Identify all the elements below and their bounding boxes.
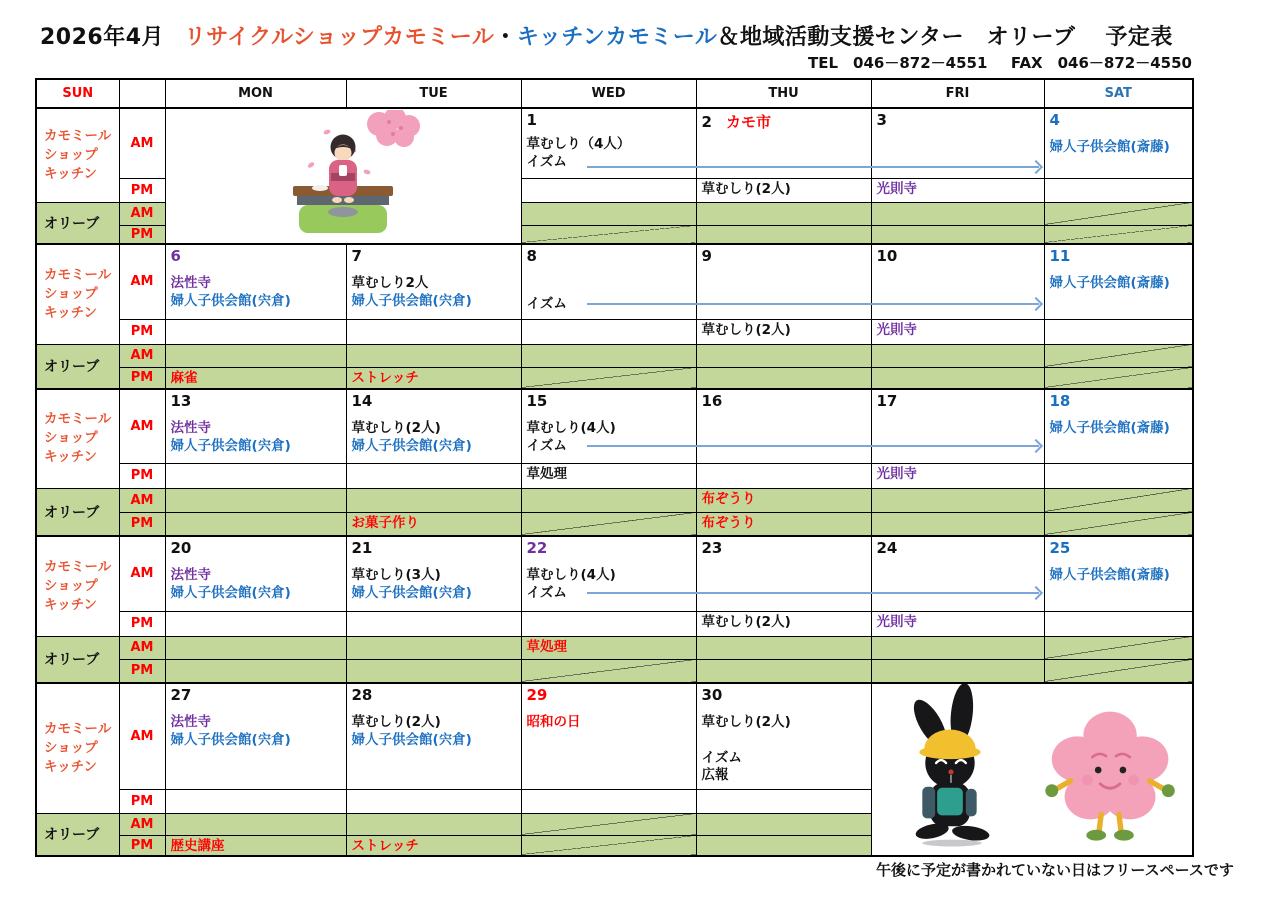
date-apr27: 27	[170, 686, 192, 704]
cell-apr15-pm: 草処理	[521, 463, 696, 488]
am-label: AM	[119, 344, 165, 367]
date-apr10: 10	[876, 247, 898, 265]
week2-olive-pm-row	[36, 367, 1193, 389]
cell-apr24-am	[871, 536, 1044, 611]
title-recycle-shop: リサイクルショップカモミール	[184, 25, 495, 50]
cell-apr25-am: 25 婦人子供会館(斎藤)	[1044, 536, 1193, 611]
cell-apr18-olive-pm-closed	[1044, 512, 1193, 536]
date-apr3: 3	[876, 111, 887, 129]
cell-apr27-pm	[165, 789, 346, 813]
title-org: ＆地域活動支援センター オリーブ	[717, 25, 1076, 50]
date-apr16: 16	[701, 392, 723, 410]
page-title: 2026年4月 リサイクルショップカモミール・キッチンカモミール＆地域活動支援センター オリーブ 予定表	[40, 25, 1173, 50]
date-apr24: 24	[876, 539, 898, 557]
date-apr25: 25	[1049, 539, 1071, 557]
week2-am-row	[36, 244, 1193, 319]
date-apr13: 13	[170, 392, 192, 410]
cherry-blossom-mascot	[1045, 712, 1174, 841]
pm-label: PM	[119, 611, 165, 636]
date-apr9: 9	[701, 247, 712, 265]
section-label-chamomile: カモミール ショップ キッチン	[36, 536, 119, 636]
date-apr8: 8	[526, 247, 537, 265]
am-label: AM	[119, 202, 165, 225]
cell-apr8-olive-am	[521, 344, 696, 367]
header-ampm-col	[119, 79, 165, 108]
section-label-chamomile: カモミール ショップ キッチン	[36, 389, 119, 488]
cell-apr30-olive-pm	[696, 835, 871, 856]
cell-apr3-olive-am	[871, 202, 1044, 225]
section-label-olive: オリーブ	[36, 813, 119, 856]
schedule-table-container	[35, 78, 1192, 855]
cell-apr24-olive-pm	[871, 659, 1044, 683]
cell-apr22-olive-pm-closed	[521, 659, 696, 683]
cell-apr17-pm: 光則寺	[871, 463, 1044, 488]
cell-apr6-am: 6 法性寺 婦人子供会館(宍倉)	[165, 244, 346, 319]
am-label: AM	[119, 389, 165, 463]
bench-base	[297, 196, 389, 205]
contact-line	[808, 52, 1192, 73]
cell-apr1-olive-pm-closed	[521, 225, 696, 244]
cell-apr30-pm	[696, 789, 871, 813]
cell-apr11-olive-pm-closed	[1044, 367, 1193, 389]
cell-apr29-pm	[521, 789, 696, 813]
cell-apr4-am: 4 婦人子供会館(斎藤)	[1044, 108, 1193, 178]
cell-apr13-olive-pm	[165, 512, 346, 536]
cell-apr27-am: 27 法性寺 婦人子供会館(宍倉)	[165, 683, 346, 789]
week4-olive-am-row	[36, 636, 1193, 659]
am-label: AM	[119, 813, 165, 835]
cell-apr28-am: 28 草むしり(2人) 婦人子供会館(宍倉)	[346, 683, 521, 789]
date-apr4: 4	[1049, 111, 1060, 129]
izumu-continuation-arrow-week4	[587, 592, 1039, 594]
cell-apr30-olive-am	[696, 813, 871, 835]
pm-label: PM	[119, 367, 165, 389]
cherry-blossom-cluster	[367, 110, 420, 147]
cell-apr2-olive-am	[696, 202, 871, 225]
cell-apr11-olive-am-closed	[1044, 344, 1193, 367]
cell-apr23-pm: 草むしり(2人)	[696, 611, 871, 636]
header-sat: SAT	[1044, 79, 1193, 108]
cell-apr17-am	[871, 389, 1044, 463]
cell-apr16-am	[696, 389, 871, 463]
title-month: 2026年4月	[40, 25, 165, 50]
header-sun: SUN	[36, 79, 119, 108]
cell-apr28-pm	[346, 789, 521, 813]
rabbit-and-blossom-mascots-illustration	[873, 684, 1191, 851]
cell-apr10-pm: 光則寺	[871, 319, 1044, 344]
cell-apr1-olive-am	[521, 202, 696, 225]
cell-apr29-am	[521, 683, 696, 789]
cell-apr15-olive-pm-closed	[521, 512, 696, 536]
mascot-illustration-cell	[871, 683, 1193, 856]
cell-apr14-olive-pm: お菓子作り	[346, 512, 521, 536]
cell-apr25-olive-pm-closed	[1044, 659, 1193, 683]
week3-olive-pm-row	[36, 512, 1193, 536]
date-apr15: 15	[526, 392, 548, 410]
cell-apr6-pm	[165, 319, 346, 344]
cell-apr21-olive-am	[346, 636, 521, 659]
am-label: AM	[119, 683, 165, 789]
cell-apr20-olive-pm	[165, 659, 346, 683]
cell-apr14-olive-am	[346, 488, 521, 512]
izumu-continuation-arrow-week3	[587, 445, 1039, 447]
cell-apr4-olive-am-closed	[1044, 202, 1193, 225]
date-apr20: 20	[170, 539, 192, 557]
date-apr2: 2	[701, 113, 712, 131]
cell-apr20-olive-am	[165, 636, 346, 659]
cell-apr23-olive-am	[696, 636, 871, 659]
cell-apr27-olive-pm: 歴史講座	[165, 835, 346, 856]
cell-apr10-am	[871, 244, 1044, 319]
cell-apr13-am: 13 法性寺 婦人子供会館(宍倉)	[165, 389, 346, 463]
week3-pm-row	[36, 463, 1193, 488]
header-fri: FRI	[871, 79, 1044, 108]
cell-apr3-pm: 光則寺	[871, 178, 1044, 202]
am-label: AM	[119, 636, 165, 659]
pm-label: PM	[119, 225, 165, 244]
kimono-woman-illustration	[263, 110, 423, 238]
cell-apr20-am: 20 法性寺 婦人子供会館(宍倉)	[165, 536, 346, 611]
section-label-chamomile: カモミール ショップ キッチン	[36, 244, 119, 344]
cell-apr25-pm	[1044, 611, 1193, 636]
cell-apr1-pm	[521, 178, 696, 202]
cell-apr7-olive-am	[346, 344, 521, 367]
black-rabbit-mascot	[907, 684, 990, 847]
cell-apr8-am: 8 イズム	[521, 244, 696, 319]
cell-apr22-pm	[521, 611, 696, 636]
pm-label: PM	[119, 319, 165, 344]
cell-apr4-pm	[1044, 178, 1193, 202]
date-apr30: 30	[701, 686, 723, 704]
cell-apr13-pm	[165, 463, 346, 488]
cell-apr7-pm	[346, 319, 521, 344]
date-apr7: 7	[351, 247, 362, 265]
free-space-note: 午後に予定が書かれていない日はフリースペースです	[876, 861, 1234, 879]
cell-apr23-olive-pm	[696, 659, 871, 683]
cell-apr15-am: 15 草むしり(4人) イズム	[521, 389, 696, 463]
date-apr23: 23	[701, 539, 723, 557]
weekday-header-row	[36, 79, 1193, 108]
cell-apr25-olive-am-closed	[1044, 636, 1193, 659]
pm-label: PM	[119, 789, 165, 813]
cell-apr27-olive-am	[165, 813, 346, 835]
cell-apr14-pm	[346, 463, 521, 488]
cell-apr14-am: 14 草むしり(2人) 婦人子供会館(宍倉)	[346, 389, 521, 463]
date-apr6: 6	[170, 247, 181, 265]
cell-apr11-am: 11 婦人子供会館(斎藤)	[1044, 244, 1193, 319]
cell-apr23-am	[696, 536, 871, 611]
pm-label: PM	[119, 463, 165, 488]
pm-label: PM	[119, 659, 165, 683]
cell-apr20-pm	[165, 611, 346, 636]
cell-apr18-olive-am-closed	[1044, 488, 1193, 512]
cell-apr4-olive-pm-closed	[1044, 225, 1193, 244]
stepping-stone	[328, 207, 358, 217]
am-label: AM	[119, 244, 165, 319]
cell-apr17-olive-am	[871, 488, 1044, 512]
plate	[312, 185, 328, 191]
cell-apr9-am	[696, 244, 871, 319]
cell-apr18-pm	[1044, 463, 1193, 488]
section-label-chamomile: カモミール ショップ キッチン	[36, 108, 119, 202]
header-wed: WED	[521, 79, 696, 108]
cell-apr16-olive-pm: 布ぞうり	[696, 512, 871, 536]
cell-apr9-pm: 草むしり(2人)	[696, 319, 871, 344]
cell-apr21-am: 21 草むしり(3人) 婦人子供会館(宍倉)	[346, 536, 521, 611]
section-label-olive: オリーブ	[36, 636, 119, 683]
header-thu: THU	[696, 79, 871, 108]
tel-number: TEL 046－872－4551	[808, 54, 988, 72]
am-label: AM	[119, 108, 165, 178]
date-apr11: 11	[1049, 247, 1071, 265]
cell-apr22-am: 22 草むしり(4人) イズム	[521, 536, 696, 611]
cell-apr21-olive-pm	[346, 659, 521, 683]
cell-apr3-olive-pm	[871, 225, 1044, 244]
schedule-table	[35, 78, 1194, 857]
cell-apr17-olive-pm	[871, 512, 1044, 536]
week3-am-row	[36, 389, 1193, 463]
cell-apr11-pm	[1044, 319, 1193, 344]
cell-apr15-olive-am	[521, 488, 696, 512]
am-label: AM	[119, 488, 165, 512]
cell-apr16-pm	[696, 463, 871, 488]
date-apr18: 18	[1049, 392, 1071, 410]
cell-apr2-olive-pm	[696, 225, 871, 244]
cell-apr10-olive-pm	[871, 367, 1044, 389]
kimono-illustration-cell	[165, 108, 521, 244]
cell-apr1-am: 1 草むしり（4人） イズム	[521, 108, 696, 178]
week3-olive-am-row	[36, 488, 1193, 512]
week4-pm-row	[36, 611, 1193, 636]
cell-apr6-olive-am	[165, 344, 346, 367]
showa-day-holiday: 昭和の日	[526, 713, 581, 730]
week4-am-row	[36, 536, 1193, 611]
cell-apr24-olive-am	[871, 636, 1044, 659]
date-apr17: 17	[876, 392, 898, 410]
cell-apr24-pm: 光則寺	[871, 611, 1044, 636]
cell-apr18-am: 18 婦人子供会館(斎藤)	[1044, 389, 1193, 463]
cell-apr29-olive-am-closed	[521, 813, 696, 835]
cell-apr7-am: 7 草むしり2人 婦人子供会館(宍倉)	[346, 244, 521, 319]
header-mon: MON	[165, 79, 346, 108]
week2-pm-row	[36, 319, 1193, 344]
section-label-olive: オリーブ	[36, 344, 119, 389]
cell-apr8-olive-pm-closed	[521, 367, 696, 389]
cell-apr8-pm	[521, 319, 696, 344]
cell-apr6-olive-pm: 麻雀	[165, 367, 346, 389]
date-apr29: 29	[526, 686, 548, 704]
cell-apr9-olive-pm	[696, 367, 871, 389]
week2-olive-am-row	[36, 344, 1193, 367]
cell-apr13-olive-am	[165, 488, 346, 512]
date-apr21: 21	[351, 539, 373, 557]
week5-am-row	[36, 683, 1193, 789]
cell-apr2-pm: 草むしり(2人)	[696, 178, 871, 202]
cell-apr21-pm	[346, 611, 521, 636]
section-label-olive: オリーブ	[36, 202, 119, 244]
date-apr22: 22	[526, 539, 548, 557]
date-apr14: 14	[351, 392, 373, 410]
cell-apr16-olive-am: 布ぞうり	[696, 488, 871, 512]
kimono-woman	[329, 135, 357, 204]
am-label: AM	[119, 536, 165, 611]
pm-label: PM	[119, 512, 165, 536]
cell-apr9-olive-am	[696, 344, 871, 367]
cell-apr29-olive-pm-closed	[521, 835, 696, 856]
section-label-chamomile: カモミール ショップ キッチン	[36, 683, 119, 813]
week4-olive-pm-row	[36, 659, 1193, 683]
pm-label: PM	[119, 835, 165, 856]
cell-apr30-am: 30 草むしり(2人) イズム 広報	[696, 683, 871, 789]
izumu-continuation-arrow-week1	[587, 166, 1039, 168]
kamo-ichi-event: カモ市	[725, 113, 771, 131]
cell-apr28-olive-pm: ストレッチ	[346, 835, 521, 856]
title-kitchen: キッチンカモミール	[516, 25, 718, 50]
title-sheet: 予定表	[1105, 25, 1173, 50]
cell-apr28-olive-am	[346, 813, 521, 835]
cell-apr22-olive-am: 草処理	[521, 636, 696, 659]
cell-apr7-olive-pm: ストレッチ	[346, 367, 521, 389]
fax-number: FAX 046－872－4550	[1010, 54, 1192, 72]
izumu-continuation-arrow-week2	[587, 303, 1039, 305]
header-tue: TUE	[346, 79, 521, 108]
cell-apr10-olive-am	[871, 344, 1044, 367]
pm-label: PM	[119, 178, 165, 202]
date-apr28: 28	[351, 686, 373, 704]
section-label-olive: オリーブ	[36, 488, 119, 536]
date-apr1: 1	[526, 111, 537, 129]
